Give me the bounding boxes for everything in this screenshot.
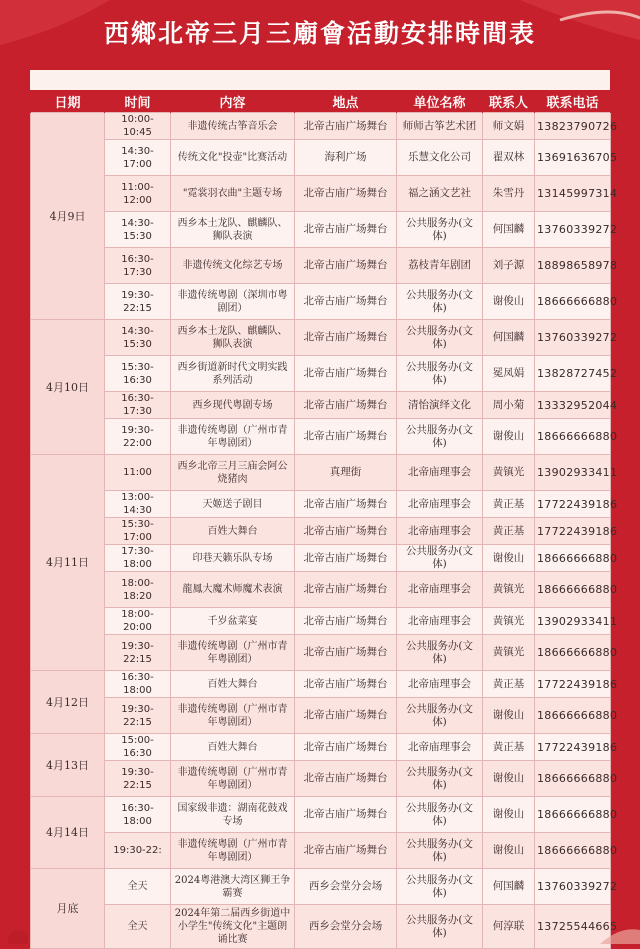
schedule-table: [30, 90, 618, 949]
unit-cell: 北帝庙理事会: [397, 455, 483, 491]
time-cell: 11:00-12:00: [105, 176, 171, 212]
place-cell: 北帝古庙广场舞台: [295, 608, 397, 635]
unit-cell: 公共服务办(文体): [397, 761, 483, 797]
content-cell: 百姓大舞台: [171, 518, 295, 545]
date-cell: 4月9日: [31, 113, 105, 320]
header-contact: 联系人: [483, 90, 535, 113]
content-cell: 西乡街道新时代文明实践系列活动: [171, 356, 295, 392]
contact-cell: 刘子源: [483, 248, 535, 284]
time-cell: 19:30-22:15: [105, 635, 171, 671]
contact-cell: 谢俊山: [483, 545, 535, 572]
time-cell: 16:30-17:30: [105, 392, 171, 419]
table-row: [31, 320, 611, 356]
header-content: 内容: [171, 90, 295, 113]
phone-cell: 18666666880: [535, 545, 611, 572]
place-cell: 海利广场: [295, 140, 397, 176]
contact-cell: 黄正基: [483, 491, 535, 518]
unit-cell: 公共服务办(文体): [397, 545, 483, 572]
table-row: [31, 833, 611, 869]
contact-cell: 黄镇光: [483, 455, 535, 491]
table-row: [31, 518, 611, 545]
unit-cell: 公共服务办(文体): [397, 356, 483, 392]
time-cell: 19:30-22:00: [105, 419, 171, 455]
unit-cell: 公共服务办(文体): [397, 869, 483, 905]
content-cell: 龍鳳大魔术师魔术表演: [171, 572, 295, 608]
time-cell: 全天: [105, 869, 171, 905]
table-row: [31, 176, 611, 212]
time-cell: 18:00-18:20: [105, 572, 171, 608]
time-cell: 16:30-18:00: [105, 797, 171, 833]
phone-cell: 18666666880: [535, 572, 611, 608]
unit-cell: 北帝庙理事会: [397, 572, 483, 608]
place-cell: 北帝古庙广场舞台: [295, 356, 397, 392]
contact-cell: 师文娟: [483, 113, 535, 140]
time-cell: 19:30-22:15: [105, 698, 171, 734]
place-cell: 北帝古庙广场舞台: [295, 518, 397, 545]
contact-cell: 周小菊: [483, 392, 535, 419]
time-cell: 17:30-18:00: [105, 545, 171, 572]
content-cell: 西乡现代粤剧专场: [171, 392, 295, 419]
phone-cell: 13902933411: [535, 455, 611, 491]
contact-cell: 黄镇光: [483, 572, 535, 608]
header-time: 时间: [105, 90, 171, 113]
time-cell: 19:30-22:: [105, 833, 171, 869]
phone-cell: 17722439186: [535, 734, 611, 761]
date-cell: 4月14日: [31, 797, 105, 869]
content-cell: 天姬送子剧目: [171, 491, 295, 518]
table-row: [31, 491, 611, 518]
footer-decoration: [0, 918, 640, 944]
unit-cell: 福之涵文艺社: [397, 176, 483, 212]
table-row: [31, 761, 611, 797]
contact-cell: 谢俊山: [483, 419, 535, 455]
place-cell: 北帝古庙广场舞台: [295, 113, 397, 140]
content-cell: 国家级非遗：湖南花鼓戏专场: [171, 797, 295, 833]
table-row: [31, 671, 611, 698]
unit-cell: 北帝庙理事会: [397, 671, 483, 698]
date-cell: 月底: [31, 869, 105, 949]
content-cell: 非遗传统粤剧（广州市青年粤剧团）: [171, 698, 295, 734]
phone-cell: 13823790726: [535, 113, 611, 140]
table-header-row: [31, 90, 611, 113]
contact-cell: 黄正基: [483, 671, 535, 698]
table-row: [31, 392, 611, 419]
place-cell: 北帝古庙广场舞台: [295, 248, 397, 284]
unit-cell: 北帝庙理事会: [397, 491, 483, 518]
phone-cell: 18898658978: [535, 248, 611, 284]
phone-cell: 18666666880: [535, 797, 611, 833]
time-cell: 16:30-17:30: [105, 248, 171, 284]
content-cell: 千岁盆菜宴: [171, 608, 295, 635]
date-cell: 4月13日: [31, 734, 105, 797]
table-row: [31, 572, 611, 608]
place-cell: 西乡会堂分会场: [295, 869, 397, 905]
place-cell: 北帝古庙广场舞台: [295, 572, 397, 608]
place-cell: 北帝古庙广场舞台: [295, 671, 397, 698]
phone-cell: 18666666880: [535, 419, 611, 455]
contact-cell: 何国麟: [483, 869, 535, 905]
content-cell: 非遗传统粤剧（广州市青年粤剧团）: [171, 635, 295, 671]
unit-cell: 公共服务办(文体): [397, 833, 483, 869]
content-cell: 传统文化"投壶"比赛活动: [171, 140, 295, 176]
unit-cell: 公共服务办(文体): [397, 905, 483, 949]
place-cell: 北帝古庙广场舞台: [295, 734, 397, 761]
place-cell: 北帝古庙广场舞台: [295, 545, 397, 572]
time-cell: 14:30-15:30: [105, 212, 171, 248]
place-cell: 西乡会堂分会场: [295, 905, 397, 949]
unit-cell: 北帝庙理事会: [397, 608, 483, 635]
phone-cell: 13332952044: [535, 392, 611, 419]
table-row: [31, 545, 611, 572]
contact-cell: 何国麟: [483, 320, 535, 356]
table-row: [31, 608, 611, 635]
contact-cell: 黄镇光: [483, 608, 535, 635]
content-cell: 西乡本土龙队、麒麟队、狮队表演: [171, 320, 295, 356]
place-cell: 北帝古庙广场舞台: [295, 833, 397, 869]
header-unit: 单位名称: [397, 90, 483, 113]
unit-cell: 公共服务办(文体): [397, 284, 483, 320]
phone-cell: 18666666880: [535, 635, 611, 671]
place-cell: 北帝古庙广场舞台: [295, 797, 397, 833]
contact-cell: 何国麟: [483, 212, 535, 248]
phone-cell: 17722439186: [535, 518, 611, 545]
time-cell: 19:30-22:15: [105, 284, 171, 320]
place-cell: 北帝古庙广场舞台: [295, 212, 397, 248]
place-cell: 北帝古庙广场舞台: [295, 392, 397, 419]
time-cell: 15:30-16:30: [105, 356, 171, 392]
place-cell: 北帝古庙广场舞台: [295, 176, 397, 212]
contact-cell: 黄正基: [483, 518, 535, 545]
content-cell: 百姓大舞台: [171, 671, 295, 698]
time-cell: 11:00: [105, 455, 171, 491]
time-cell: 14:30-17:00: [105, 140, 171, 176]
header-phone: 联系电话: [535, 90, 611, 113]
time-cell: 16:30-18:00: [105, 671, 171, 698]
phone-cell: 13828727452: [535, 356, 611, 392]
page-title: 西鄉北帝三月三廟會活動安排時間表: [103, 19, 536, 48]
content-cell: 非遗传统粤剧（广州市青年粤剧团）: [171, 833, 295, 869]
phone-cell: 13691636705: [535, 140, 611, 176]
time-cell: 15:30-17:00: [105, 518, 171, 545]
unit-cell: 公共服务办(文体): [397, 212, 483, 248]
unit-cell: 公共服务办(文体): [397, 698, 483, 734]
table-row: [31, 419, 611, 455]
unit-cell: 乐慧文化公司: [397, 140, 483, 176]
place-cell: 北帝古庙广场舞台: [295, 698, 397, 734]
unit-cell: 公共服务办(文体): [397, 635, 483, 671]
unit-cell: 公共服务办(文体): [397, 797, 483, 833]
place-cell: 北帝古庙广场舞台: [295, 320, 397, 356]
table-row: [31, 869, 611, 905]
contact-cell: 何淳联: [483, 905, 535, 949]
header-date: 日期: [31, 90, 105, 113]
phone-cell: 17722439186: [535, 671, 611, 698]
place-cell: 北帝古庙广场舞台: [295, 284, 397, 320]
contact-cell: 翟双林: [483, 140, 535, 176]
content-cell: 非遗传统粤剧（深圳市粤剧团）: [171, 284, 295, 320]
content-cell: "霓裳羽衣曲"主题专场: [171, 176, 295, 212]
time-cell: 15:00-16:30: [105, 734, 171, 761]
unit-cell: 公共服务办(文体): [397, 419, 483, 455]
phone-cell: 13145997314: [535, 176, 611, 212]
content-cell: 百姓大舞台: [171, 734, 295, 761]
content-cell: 非遗传统粤剧（广州市青年粤剧团）: [171, 419, 295, 455]
contact-cell: 谢俊山: [483, 797, 535, 833]
contact-cell: 谢俊山: [483, 698, 535, 734]
place-cell: 真理街: [295, 455, 397, 491]
time-cell: 10:00-10:45: [105, 113, 171, 140]
phone-cell: 13760339272: [535, 869, 611, 905]
unit-cell: 公共服务办(文体): [397, 320, 483, 356]
phone-cell: 18666666880: [535, 698, 611, 734]
unit-cell: 荔枝青年剧团: [397, 248, 483, 284]
phone-cell: 18666666880: [535, 833, 611, 869]
header-place: 地点: [295, 90, 397, 113]
contact-cell: 谢俊山: [483, 761, 535, 797]
schedule-body: [31, 113, 618, 949]
phone-cell: 18666666880: [535, 284, 611, 320]
contact-cell: 黄镇光: [483, 635, 535, 671]
phone-cell: 13760339272: [535, 212, 611, 248]
date-cell: 4月10日: [31, 320, 105, 455]
table-row: [31, 212, 611, 248]
contact-cell: 黄正基: [483, 734, 535, 761]
content-cell: 非遗传统文化综艺专场: [171, 248, 295, 284]
table-row: [31, 284, 611, 320]
date-cell: 4月11日: [31, 455, 105, 671]
time-cell: 14:30-15:30: [105, 320, 171, 356]
phone-cell: 18666666880: [535, 761, 611, 797]
date-cell: 4月12日: [31, 671, 105, 734]
content-cell: 2024年第二届西乡街道中小学生"传统文化"主题朗诵比赛: [171, 905, 295, 949]
table-row: [31, 356, 611, 392]
contact-cell: 谢俊山: [483, 833, 535, 869]
table-row: [31, 797, 611, 833]
place-cell: 北帝古庙广场舞台: [295, 491, 397, 518]
table-row: [31, 140, 611, 176]
unit-cell: 北帝庙理事会: [397, 734, 483, 761]
unit-cell: 北帝庙理事会: [397, 518, 483, 545]
content-cell: 西乡北帝三月三庙会阿公烧猪肉: [171, 455, 295, 491]
table-row: [31, 113, 611, 140]
place-cell: 北帝古庙广场舞台: [295, 419, 397, 455]
phone-cell: 13902933411: [535, 608, 611, 635]
place-cell: 北帝古庙广场舞台: [295, 761, 397, 797]
content-cell: 非遗传统粤剧（广州市青年粤剧团）: [171, 761, 295, 797]
content-cell: 西乡本土龙队、麒麟队、狮队表演: [171, 212, 295, 248]
time-cell: 全天: [105, 905, 171, 949]
content-cell: 非遗传统古筝音乐会: [171, 113, 295, 140]
contact-cell: 冕凤娟: [483, 356, 535, 392]
contact-cell: 谢俊山: [483, 284, 535, 320]
phone-cell: 13725544665: [535, 905, 611, 949]
phone-cell: 13760339272: [535, 320, 611, 356]
table-row: [31, 635, 611, 671]
content-cell: 2024粤港澳大湾区狮王争霸赛: [171, 869, 295, 905]
table-row: [31, 698, 611, 734]
unit-cell: 师师古筝艺术团: [397, 113, 483, 140]
place-cell: 北帝古庙广场舞台: [295, 635, 397, 671]
table-row: [31, 455, 611, 491]
time-cell: 19:30-22:15: [105, 761, 171, 797]
content-cell: 印巷天籁乐队专场: [171, 545, 295, 572]
time-cell: 18:00-20:00: [105, 608, 171, 635]
unit-cell: 清怡演绎文化: [397, 392, 483, 419]
contact-cell: 朱雪丹: [483, 176, 535, 212]
table-row: [31, 248, 611, 284]
phone-cell: 17722439186: [535, 491, 611, 518]
table-row: [31, 734, 611, 761]
time-cell: 13:00-14:30: [105, 491, 171, 518]
